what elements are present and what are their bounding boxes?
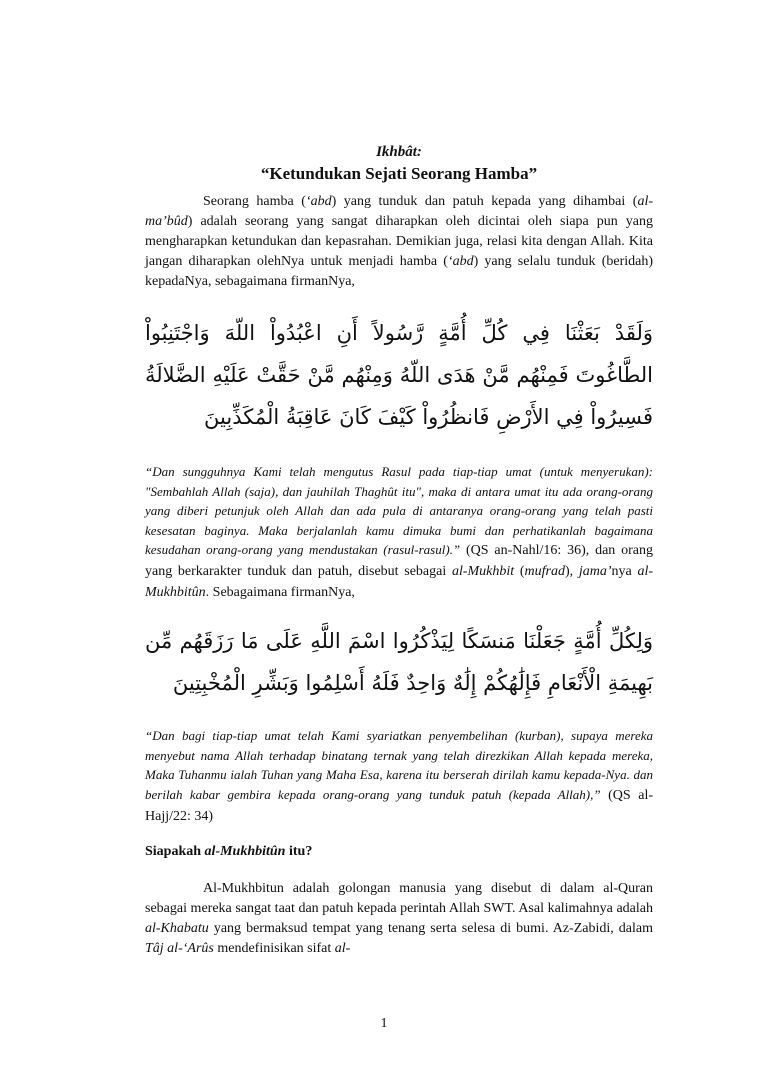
text-run: mendefinisikan sifat bbox=[213, 941, 335, 957]
italic-term: Tâj al-‘Arûs bbox=[145, 941, 214, 957]
italic-term: al- bbox=[334, 941, 351, 957]
page-number: 1 bbox=[380, 1016, 388, 1031]
arabic-verse-al-hajj: وَلِكُلِّ أُمَّةٍ جَعَلْنَا مَنسَكًا لِيَذْكُرُوا اسْمَ اللَّهِ عَلَى مَا رَزَقَهُم مِّن بَهِيمَةِ الْأَنْعَامِ فَإِلَٰهُكُمْ إِلَٰهٌ وَاحِدٌ فَلَهُ أَسْلِمُوا وَبَشِّرِ الْمُخْبِتِينَ bbox=[145, 629, 653, 696]
italic-term: ‘abd bbox=[305, 194, 332, 209]
italic-term: al-Khabatu bbox=[145, 921, 209, 937]
text-run: ), bbox=[564, 563, 579, 579]
italic-term: al-Mukhbit bbox=[451, 563, 515, 579]
italic-term: jama’ bbox=[578, 563, 612, 579]
translation-text: “Dan bagi tiap-tiap umat telah Kami syariatkan penyembelihan (kurban), supaya mereka menyebut nama Allah terhadap binatang ternak yang telah direzkikan Allah kepada mereka, Maka Tuhanmu ialah Tuhan yang Maha Esa, karena itu berserah dirilah kamu kepada-Nya. dan berilah kabar gembira kepada orang-orang yang tunduk patuh (kepada Allah),” bbox=[145, 728, 653, 802]
text-run: (QS al-Hajj/22: 34) bbox=[145, 787, 653, 824]
text-run: yang bermaksud tempat yang tenang serta selesa di bumi. Az-Zabidi, dalam bbox=[208, 921, 653, 937]
text-run: nya bbox=[611, 563, 638, 579]
text-run: (QS an-Nahl/16: 36), dan orang yang berkarakter tunduk dan patuh, disebut sebagai bbox=[145, 543, 654, 579]
italic-term: al-Mukhbitûn bbox=[204, 844, 286, 860]
italic-term: al-ma’bûd bbox=[145, 194, 654, 229]
italic-term: ‘abd bbox=[447, 254, 474, 269]
translation-an-nahl bbox=[145, 462, 653, 602]
text-run: Seorang hamba ( bbox=[203, 194, 306, 209]
title-word: Ikhbât bbox=[376, 144, 417, 160]
text-run: ) yang selalu tunduk (beridah) kepadaNya, sebagaimana firmanNya, bbox=[145, 254, 653, 289]
translation-al-hajj bbox=[145, 726, 653, 826]
translation-text: “Dan sungguhnya Kami telah mengutus Rasul pada tiap-tiap umat (untuk menyerukan): "Sembahlah Allah (saja), dan jauhilah Thaghût itu", maka di antara umat itu ada orang-orang yang diberi petunjuk oleh Allah dan ada pula di antaranya orang-orang yang telah pasti kesesatan baginya. Maka berjalanlah kamu dimuka bumi dan perhatikanlah bagaimana kesudahan orang-orang yang mendustakan (rasul-rasul).” bbox=[145, 464, 653, 558]
text-run: ( bbox=[514, 563, 525, 579]
text-run: Siapakah bbox=[145, 844, 205, 860]
document-page bbox=[145, 142, 653, 959]
arabic-verse-an-nahl: وَلَقَدْ بَعَثْنَا فِي كُلِّ أُمَّةٍ رَّسُولاً أَنِ اعْبُدُواْ اللّهَ وَاجْتَنِبُواْ الطَّاغُوتَ فَمِنْهُم مَّنْ هَدَى اللّهُ وَمِنْهُم مَّنْ حَقَّتْ عَلَيْهِ الضَّلالَةُ فَسِيرُواْ فِي الأَرْضِ فَانظُرُواْ كَيْفَ كَانَ عَاقِبَةُ الْمُكَذِّبِينَ bbox=[145, 321, 653, 429]
definition-paragraph bbox=[145, 879, 653, 959]
text-run: . Sebagaimana firmanNya, bbox=[205, 584, 355, 600]
document-title bbox=[145, 142, 653, 162]
italic-term: mufrad bbox=[524, 563, 565, 579]
title-colon: : bbox=[416, 144, 422, 160]
intro-paragraph bbox=[145, 192, 653, 292]
text-run: Al-Mukhbitun adalah golongan manusia yang disebut di dalam al-Quran sebagai mereka sangat taat dan patuh kepada perintah Allah SWT. Asal kalimahnya adalah bbox=[145, 881, 653, 917]
text-run: ) yang tunduk dan patuh kepada yang dihambai ( bbox=[331, 194, 638, 209]
text-run: itu? bbox=[285, 844, 313, 860]
document-subtitle: “Ketundukan Sejati Seorang Hamba” bbox=[260, 164, 538, 183]
italic-term: al-Mukhbitûn bbox=[145, 563, 653, 600]
section-heading bbox=[145, 842, 653, 862]
text-run: ) adalah seorang yang sangat diharapkan oleh dicintai oleh siapa pun yang mengharapkan ketundukan dan kepasrahan. Demikian juga, relasi kita dengan Allah. Kita jangan diharapkan olehNya untuk menjadi hamba ( bbox=[145, 214, 653, 269]
